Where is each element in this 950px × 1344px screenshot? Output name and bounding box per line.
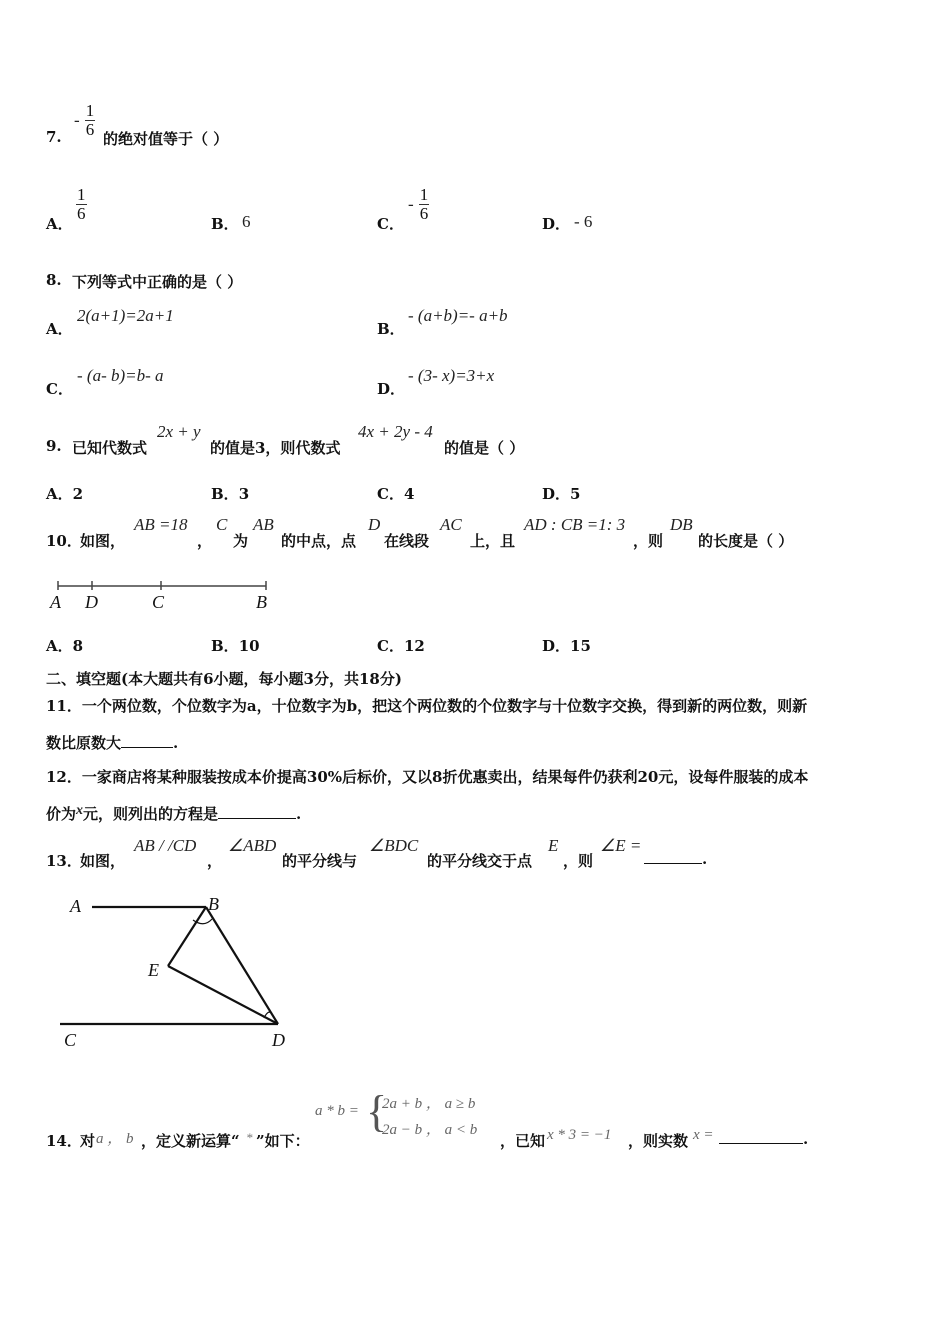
q14-case-1: 2a + b ， a ≥ b <box>382 1096 476 1112</box>
q14-text-2: ，定义新运算“ <box>141 1132 240 1150</box>
q7-option-a-value <box>76 186 87 223</box>
q10-d-label: D． <box>542 637 571 655</box>
q9-text-1: 已知代数式 <box>72 439 148 457</box>
label-c: C <box>64 1030 77 1050</box>
q12-text-a: 价为 <box>46 805 77 823</box>
q13-text-1: 如图， <box>80 852 126 870</box>
q7-option-d-value: - 6 <box>574 212 593 231</box>
q10-b-label: B． <box>211 637 239 655</box>
point-b-label: B <box>256 592 267 612</box>
q14-end: . <box>803 1130 809 1148</box>
q10-text-6: 上，且 <box>470 532 516 550</box>
q7-c-num: 1 <box>419 185 429 204</box>
line-ed <box>168 966 278 1024</box>
q10-option-a <box>46 635 83 656</box>
q13-text-2: ， <box>207 852 223 870</box>
q13-text-3: 的平分线与 <box>282 852 358 870</box>
q9-a-label: A． <box>46 485 73 503</box>
q13-expr-1: AB / /CD <box>134 836 197 855</box>
q13-blank-wrap <box>644 850 707 868</box>
q13-number: 13． <box>46 852 82 870</box>
q9-d-label: D． <box>542 485 571 503</box>
q9-expr-1: 2x + y <box>157 422 201 441</box>
q9-d-value: 5 <box>570 485 581 503</box>
q8-text: 下列等式中正确的是（ ） <box>72 273 243 291</box>
q8-number: 8. <box>46 271 62 289</box>
q14-def-lhs: a * b = <box>315 1103 359 1119</box>
q13-expr-2: ∠ABD <box>228 836 277 855</box>
label-e: E <box>148 960 159 980</box>
q8-option-d-label: D． <box>377 380 406 398</box>
q10-expr-4: D <box>368 515 381 534</box>
q13-geometry-figure <box>60 890 310 1060</box>
q11-answer-blank[interactable] <box>121 747 173 748</box>
q12-answer-blank[interactable] <box>218 818 296 819</box>
q8-option-a-expr: 2(a+1)=2a+1 <box>77 306 174 325</box>
q10-text-1: 如图， <box>80 532 126 550</box>
q14-case-2: 2a − b ， a < b <box>382 1122 478 1138</box>
q9-option-c <box>377 483 414 504</box>
q10-expr-7: DB <box>670 515 693 534</box>
q9-c-label: C． <box>377 485 404 503</box>
q10-expr-1: AB =18 <box>134 515 188 534</box>
q10-b-value: 10 <box>238 637 260 655</box>
label-a: A <box>70 896 81 916</box>
q7-fraction-num: 1 <box>85 101 95 120</box>
q7-option-b-label: B． <box>211 215 239 233</box>
q9-c-value: 4 <box>403 485 415 503</box>
q8-option-b-expr: - (a+b)=- a+b <box>408 306 508 325</box>
q8-option-c-label: C． <box>46 380 73 398</box>
q10-text-4: 的中点，点 <box>281 532 357 550</box>
q14-op-symbol: * <box>246 1130 253 1145</box>
q10-text-2: ， <box>197 532 213 550</box>
line-be <box>168 907 206 966</box>
q7-a-den: 6 <box>77 204 86 223</box>
q7-c-sign: - <box>408 194 414 214</box>
q14-answer-blank[interactable] <box>719 1143 803 1144</box>
q9-option-a <box>46 483 83 504</box>
q9-b-label: B． <box>211 485 239 503</box>
q14-text-3: ”如下： <box>256 1132 310 1150</box>
q10-option-b <box>211 635 260 656</box>
q10-a-value: 8 <box>72 637 84 655</box>
q7-fraction-den: 6 <box>85 120 95 139</box>
point-c-label: C <box>152 592 165 612</box>
q7-option-a-label: A． <box>46 215 73 233</box>
q14-text-1: 对 <box>80 1132 96 1150</box>
q13-answer-blank[interactable] <box>644 863 702 864</box>
q10-option-d <box>542 635 591 656</box>
q7-a-num: 1 <box>77 185 86 204</box>
q10-c-label: C． <box>377 637 404 655</box>
q10-a-label: A． <box>46 637 73 655</box>
q7-fraction <box>85 102 96 139</box>
q10-option-c <box>377 635 425 656</box>
q14-number: 14． <box>46 1132 82 1150</box>
q7-text: 的绝对值等于（ ） <box>103 130 229 148</box>
q13-end: . <box>702 850 708 868</box>
q9-number: 9. <box>46 437 62 455</box>
q13-expr-5: ∠E = <box>600 836 642 855</box>
q13-expr-3: ∠BDC <box>369 836 419 855</box>
q12-end: . <box>296 805 302 823</box>
section-2-heading: 二、填空题(本大题共有6小题，每小题3分，共18分) <box>46 670 402 688</box>
q7-c-den: 6 <box>419 204 429 223</box>
q11-line-1: 11．一个两位数，个位数字为a，十位数字为b，把这个两位数的个位数字与十位数字交换，得到新的两位数，则新 <box>46 697 808 715</box>
q7-option-d-label: D． <box>542 215 571 233</box>
q10-d-value: 15 <box>570 637 591 655</box>
q12-line-2 <box>46 803 301 824</box>
q10-text-3: 为 <box>233 532 249 550</box>
q9-text-2: 的值是3，则代数式 <box>210 439 341 457</box>
q9-expr-2: 4x + 2y - 4 <box>358 422 433 441</box>
q11-end: . <box>173 734 179 752</box>
q14-expr-1: a ， b <box>96 1131 134 1147</box>
q7-expression <box>74 102 95 139</box>
q14-text-4: ，已知 <box>500 1132 546 1150</box>
q9-option-d <box>542 483 580 504</box>
q9-text-3: 的值是（ ） <box>444 439 525 457</box>
q8-option-b-label: B． <box>377 320 405 338</box>
line-bd <box>206 907 278 1024</box>
q9-option-b <box>211 483 249 504</box>
label-b: B <box>208 894 219 914</box>
q10-text-8: 的长度是（ ） <box>698 532 794 550</box>
q10-number: 10． <box>46 532 82 550</box>
q14-expr-5: x = <box>693 1127 714 1143</box>
q14-text-5: ，则实数 <box>628 1132 689 1150</box>
q10-text-7: ，则 <box>633 532 664 550</box>
q13-expr-4: E <box>548 836 559 855</box>
q10-expr-2: C <box>216 515 228 534</box>
q7-option-c-value <box>408 186 429 223</box>
q12-text-b: 元，则列出的方程是 <box>83 805 219 823</box>
q14-expr-4: x * 3 = −1 <box>547 1127 612 1143</box>
q9-a-value: 2 <box>72 485 84 503</box>
q12-variable: x <box>76 803 84 818</box>
q13-text-4: 的平分线交于点 <box>427 852 533 870</box>
q10-text-5: 在线段 <box>384 532 430 550</box>
q13-text-5: ，则 <box>563 852 594 870</box>
point-a-label: A <box>50 592 61 612</box>
q10-expr-3: AB <box>253 515 274 534</box>
q11-line-2 <box>46 732 178 753</box>
point-d-label: D <box>85 592 98 612</box>
q7-sign: - <box>74 110 80 130</box>
q10-expr-5: AC <box>440 515 462 534</box>
q7-option-b-value: 6 <box>242 212 251 231</box>
q11-line-2-text: 数比原数大 <box>46 734 122 752</box>
label-d: D <box>272 1030 285 1050</box>
brace-icon: { <box>366 1087 388 1136</box>
q7-option-c-label: C． <box>377 215 404 233</box>
q9-b-value: 3 <box>238 485 250 503</box>
q8-option-d-expr: - (3- x)=3+x <box>408 366 495 385</box>
q10-segment-figure <box>48 576 278 616</box>
q8-option-a-label: A． <box>46 320 73 338</box>
q10-expr-6: AD : CB =1: 3 <box>524 515 626 534</box>
q14-blank-wrap <box>719 1130 808 1148</box>
q10-c-value: 12 <box>403 637 425 655</box>
q7-number: 7. <box>46 128 62 146</box>
q8-option-c-expr: - (a- b)=b- a <box>77 366 164 385</box>
angle-arc-d <box>264 1012 271 1018</box>
q12-line-1: 12．一家商店将某种服装按成本价提高30%后标价，又以8折优惠卖出，结果每件仍获利20元，设每件服装的成本 <box>46 768 809 786</box>
